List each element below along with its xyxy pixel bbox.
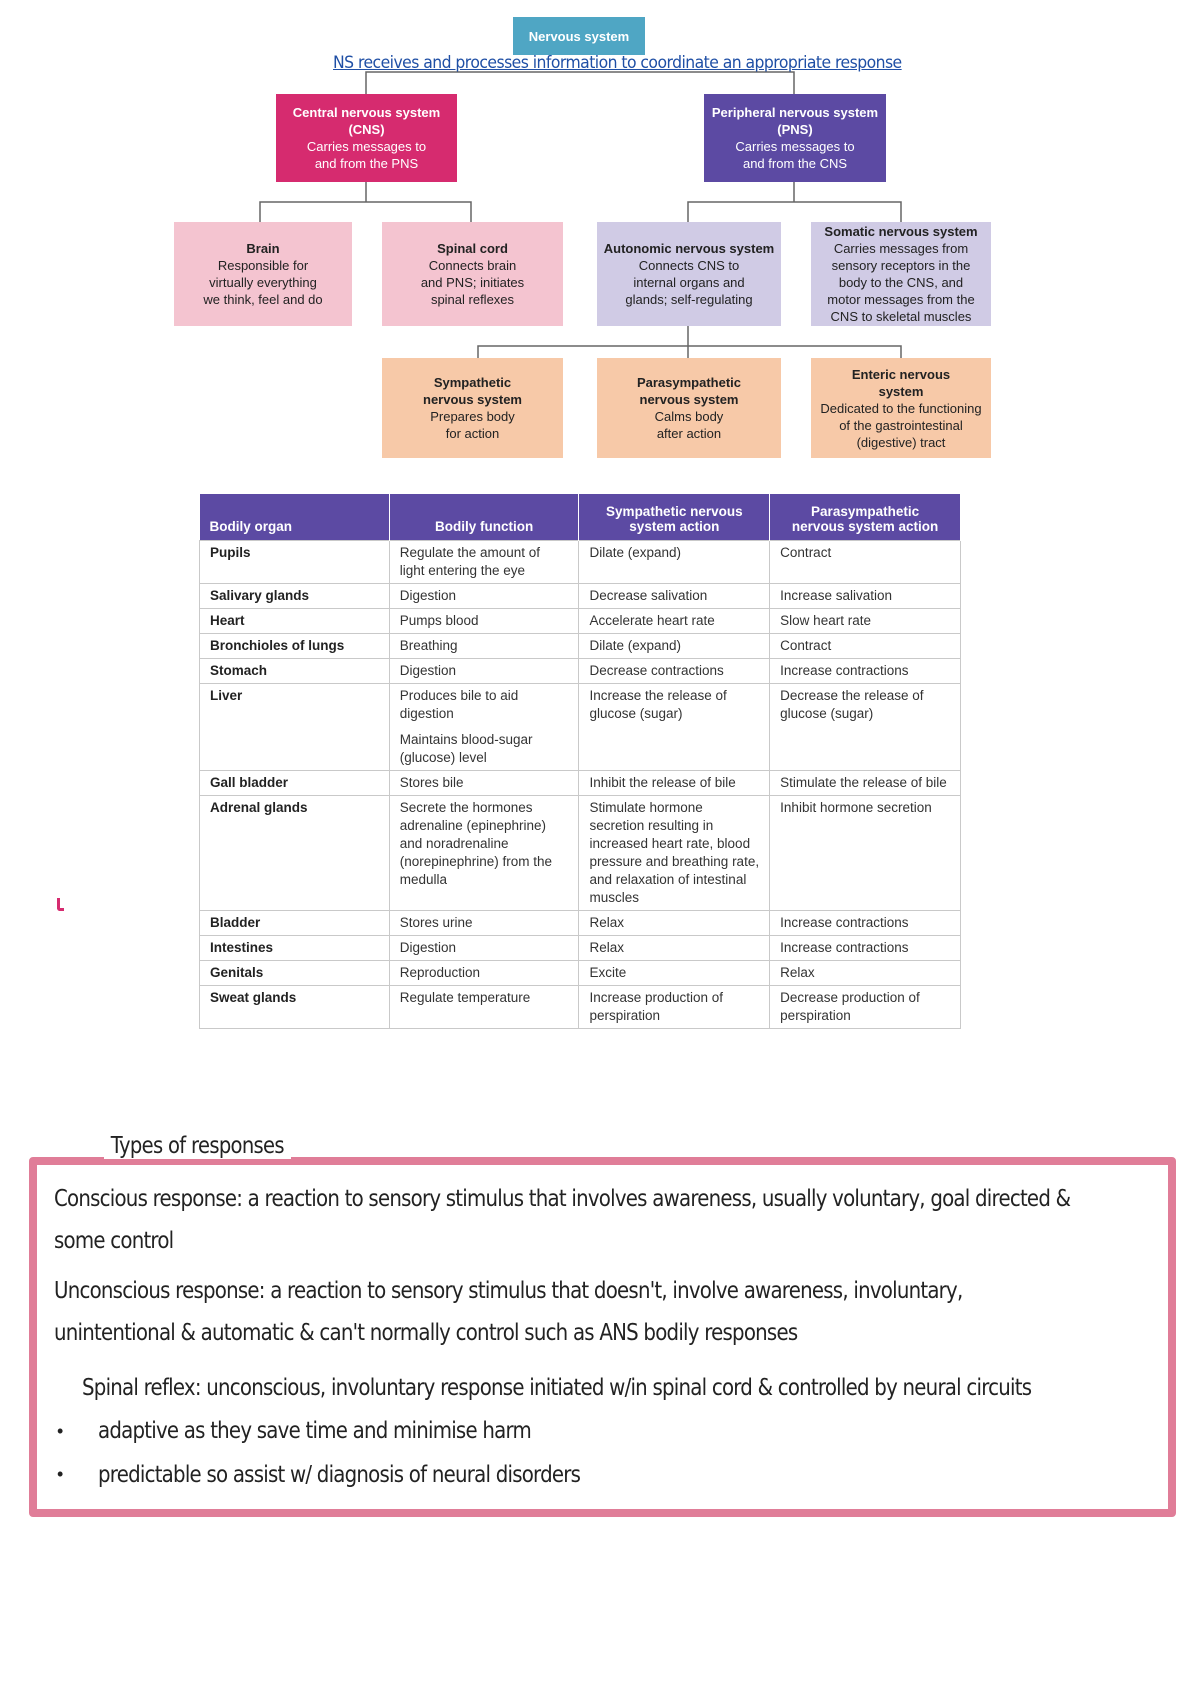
parasympathetic-cell: Stimulate the release of bile	[770, 771, 961, 796]
table-row	[200, 771, 961, 796]
brain-desc-3: we think, feel and do	[203, 292, 323, 307]
parasympathetic-cell: Contract	[770, 541, 961, 584]
sympathetic-desc-1: Prepares body	[430, 409, 515, 424]
parasympathetic-cell: Inhibit hormone secretion	[770, 796, 961, 911]
cns-desc-1: Carries messages to	[306, 139, 427, 154]
bullet-2: predictable so assist w/ diagnosis of neural disorders	[98, 1462, 581, 1488]
parasympathetic-desc-2: after action	[656, 426, 722, 441]
header-organ: Bodily organ	[200, 494, 390, 541]
conscious-line-1: Conscious response: a reaction to sensory stimulus that involves awareness, usually voluntary, goal directed &	[54, 1186, 1071, 1212]
table-row	[200, 911, 961, 936]
brain-desc-2: virtually everything	[209, 275, 317, 290]
function-cell: Stores bile	[389, 771, 579, 796]
function-cell: Reproduction	[389, 961, 579, 986]
function-cell: Digestion	[389, 584, 579, 609]
somatic-desc-4: motor messages from the	[827, 292, 975, 307]
organ-cell: Liver	[200, 684, 390, 771]
somatic-box	[811, 222, 991, 326]
cns-title: Central nervous system	[292, 105, 441, 120]
sympathetic-cell: Increase the release of glucose (sugar)	[579, 684, 770, 771]
sympathetic-box	[382, 358, 563, 458]
autonomic-desc-3: glands; self-regulating	[625, 292, 753, 307]
spinal-desc-3: spinal reflexes	[430, 292, 515, 307]
table-row	[200, 659, 961, 684]
parasympathetic-cell: Increase salivation	[770, 584, 961, 609]
enteric-box	[811, 358, 991, 458]
brain-desc-1: Responsible for	[217, 258, 309, 273]
handwritten-note: NS receives and processes information to coordinate an appropriate response	[333, 53, 902, 73]
enteric-desc-2: of the gastrointestinal	[839, 417, 963, 433]
organ-response-table	[199, 494, 961, 1029]
header-function: Bodily function	[389, 494, 579, 541]
somatic-desc-1: Carries messages from	[833, 241, 969, 256]
enteric-desc-1: Dedicated to the functioning	[820, 400, 982, 416]
parasympathetic-cell: Increase contractions	[770, 911, 961, 936]
types-title: Types of responses	[104, 1133, 291, 1159]
function-cell: Digestion	[389, 936, 579, 961]
parasympathetic-cell: Slow heart rate	[770, 609, 961, 634]
nervous-system-box: Nervous system	[513, 17, 645, 55]
sympathetic-cell: Decrease salivation	[579, 584, 770, 609]
table-body	[200, 541, 961, 1029]
parasympathetic-cell: Contract	[770, 634, 961, 659]
cns-desc-2: and from the PNS	[314, 156, 419, 171]
table-row	[200, 961, 961, 986]
pns-title: Peripheral nervous system	[711, 105, 879, 120]
function-cell: Secrete the hormones adrenaline (epinephrine) and noradrenaline (norepinephrine) from the medulla	[389, 796, 579, 911]
organ-cell: Stomach	[200, 659, 390, 684]
cns-subtitle: (CNS)	[348, 122, 385, 137]
parasympathetic-cell: Relax	[770, 961, 961, 986]
sympathetic-title-1: Sympathetic	[433, 375, 512, 390]
organ-cell: Pupils	[200, 541, 390, 584]
organ-cell: Intestines	[200, 936, 390, 961]
parasympathetic-cell: Decrease production of perspiration	[770, 986, 961, 1029]
organ-cell: Bladder	[200, 911, 390, 936]
sympathetic-cell: Relax	[579, 911, 770, 936]
pns-desc-2: and from the CNS	[742, 156, 848, 171]
organ-cell: Bronchioles of lungs	[200, 634, 390, 659]
sympathetic-cell: Excite	[579, 961, 770, 986]
function-cell: Regulate the amount of light entering the eye	[389, 541, 579, 584]
sympathetic-cell: Decrease contractions	[579, 659, 770, 684]
bullet-dot-1: •	[57, 1421, 64, 1441]
table-row	[200, 541, 961, 584]
sympathetic-cell: Accelerate heart rate	[579, 609, 770, 634]
table-row	[200, 986, 961, 1029]
spinal-desc-1: Connects brain	[428, 258, 517, 273]
table-row	[200, 936, 961, 961]
enteric-desc-3: (digestive) tract	[856, 434, 946, 450]
table-row	[200, 634, 961, 659]
cns-box	[276, 94, 457, 182]
parasympathetic-box	[597, 358, 781, 458]
unconscious-line-2: unintentional & automatic & can't normally control such as ANS bodily responses	[54, 1320, 798, 1346]
header-sympathetic: Sympathetic nervous system action	[579, 494, 770, 541]
pns-desc-1: Carries messages to	[735, 139, 855, 154]
organ-cell: Adrenal glands	[200, 796, 390, 911]
table-header-row	[200, 494, 961, 541]
parasympathetic-cell: Increase contractions	[770, 936, 961, 961]
somatic-desc-3: body to the CNS, and	[838, 275, 964, 290]
brain-box	[174, 222, 352, 326]
table-row	[200, 609, 961, 634]
sympathetic-cell: Dilate (expand)	[579, 634, 770, 659]
function-cell: Breathing	[389, 634, 579, 659]
spinal-title: Spinal cord	[437, 241, 508, 256]
organ-cell: Genitals	[200, 961, 390, 986]
autonomic-desc-1: Connects CNS to	[638, 258, 740, 273]
spinal-desc-2: and PNS; initiates	[420, 275, 525, 290]
parasympathetic-title-1: Parasympathetic	[636, 375, 742, 390]
table-row	[200, 584, 961, 609]
sympathetic-cell: Increase production of perspiration	[579, 986, 770, 1029]
parasympathetic-title-2: nervous system	[639, 392, 739, 407]
sympathetic-cell: Dilate (expand)	[579, 541, 770, 584]
spinal-reflex-line: Spinal reflex: unconscious, involuntary response initiated w/in spinal cord & controlled by neural circuits	[82, 1375, 1032, 1401]
parasympathetic-desc-1: Calms body	[654, 409, 724, 424]
sympathetic-cell: Relax	[579, 936, 770, 961]
function-cell: Pumps blood	[389, 609, 579, 634]
function-cell: Stores urine	[389, 911, 579, 936]
unconscious-line-1: Unconscious response: a reaction to sensory stimulus that doesn't, involve awareness, involuntary,	[54, 1278, 963, 1304]
somatic-title: Somatic nervous system	[824, 224, 978, 239]
organ-cell: Heart	[200, 609, 390, 634]
somatic-desc-2: sensory receptors in the	[831, 258, 971, 273]
organ-cell: Salivary glands	[200, 584, 390, 609]
organ-cell: Sweat glands	[200, 986, 390, 1029]
header-parasympathetic: Parasympathetic nervous system action	[770, 494, 961, 541]
pns-box	[704, 94, 886, 182]
autonomic-desc-2: internal organs and	[633, 275, 745, 290]
autonomic-box	[597, 222, 781, 326]
table-row	[200, 684, 961, 771]
enteric-title-1: Enteric nervous	[851, 366, 951, 382]
sympathetic-title-2: nervous system	[423, 392, 522, 407]
bullet-1: adaptive as they save time and minimise harm	[98, 1418, 531, 1444]
conscious-line-2: some control	[54, 1228, 174, 1254]
enteric-title-2: system	[878, 383, 924, 399]
sympathetic-cell: Stimulate hormone secretion resulting in increased heart rate, blood pressure and breathing rate, and relaxation of intestinal muscles	[579, 796, 770, 911]
pen-mark	[57, 898, 64, 911]
spinal-cord-box	[382, 222, 563, 326]
parasympathetic-cell: Decrease the release of glucose (sugar)	[770, 684, 961, 771]
organ-cell: Gall bladder	[200, 771, 390, 796]
pns-subtitle: (PNS)	[777, 122, 813, 137]
table-row	[200, 796, 961, 911]
bullet-dot-2: •	[57, 1464, 64, 1484]
somatic-desc-5: CNS to skeletal muscles	[830, 309, 972, 324]
function-cell: Produces bile to aid digestion Maintains blood-sugar (glucose) level	[389, 684, 579, 771]
function-cell: Digestion	[389, 659, 579, 684]
brain-title: Brain	[246, 241, 280, 256]
parasympathetic-cell: Increase contractions	[770, 659, 961, 684]
function-cell: Regulate temperature	[389, 986, 579, 1029]
sympathetic-cell: Inhibit the release of bile	[579, 771, 770, 796]
autonomic-title: Autonomic nervous system	[603, 241, 775, 256]
sympathetic-desc-2: for action	[445, 426, 500, 441]
